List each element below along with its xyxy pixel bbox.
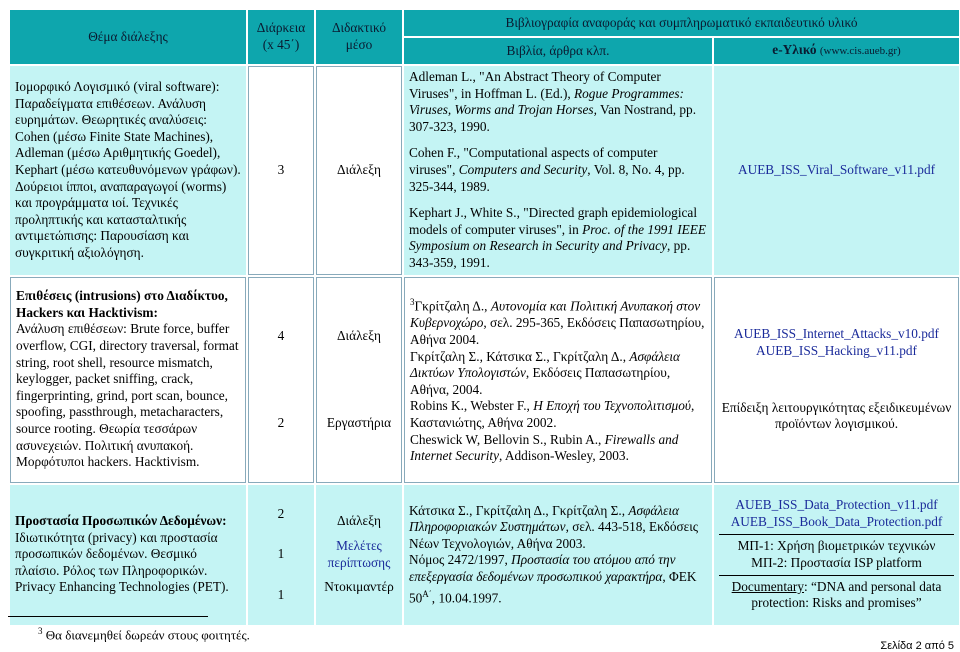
topic-data-protection: Προστασία Προσωπικών Δεδομένων: Ιδιωτικότητα (privacy) και προστασία προσωπικών δεδομένων. Θεσμικό πλαίσιο. Ρόλος των Πληροφορικών. Privacy Enhancing Technologies (PET). <box>10 485 246 625</box>
header-topic: Θέμα διάλεξης <box>10 10 246 64</box>
file-link-book-data-protection[interactable]: AUEB_ISS_Book_Data_Protection.pdf <box>730 513 943 529</box>
file-link-hacking[interactable]: AUEB_ISS_Hacking_v11.pdf <box>756 342 917 358</box>
ref-item: $^3$Γκρίτζαλη Δ., Αυτονομία και Πολιτική Ανυπακοή στον Κυβερνοχώρο, σελ. 295-365, Εκδόσεις Παπασωτηρίου, Αθήνα 2004. <box>410 297 705 347</box>
ref-item: Γκρίτζαλη Σ., Κάτσικα Σ., Γκρίτζαλη Δ., Ασφάλεια Δικτύων Υπολογιστών, Εκδόσεις Παπασωτηρίου, Αθήνα, 2004. <box>410 348 681 397</box>
demo-note: Επίδειξη λειτουργικότητας εξειδικευμένων προϊόντων λογισμικού. <box>721 399 952 432</box>
header-ematerial: e-Υλικό (www.cis.aueb.gr) <box>714 38 959 64</box>
medium-data-protection: Διάλεξη Μελέτες περίπτωσης Ντοκιμαντέρ <box>316 485 402 625</box>
refs-viral <box>404 66 712 275</box>
medium-intrusions: Διάλεξη Εργαστήρια <box>316 277 402 483</box>
ref-item: Κάτσικα Σ., Γκρίτζαλη Δ., Γκρίτζαλη Σ., Ασφάλεια Πληροφοριακών Συστημάτων, σελ. 443-518, Εκδόσεις Νέων Τεχνολογιών, Αθήνα 2003. <box>409 502 699 551</box>
duration-data-protection: 2 1 1 <box>248 485 314 625</box>
ref-item: Kephart J., White S., "Directed graph epidemiological models of computer viruses", in Proc. of the 1991 IEEE Symposium on Research in Security and Privacy, pp. 343-359, 1991. <box>409 205 707 270</box>
ref-item: Robins K., Webster F., Η Εποχή του Τεχνοπολιτισμού, Καστανιώτης, Αθήνα 2002. <box>410 398 695 430</box>
case-study-1: ΜΠ-1: Χρήση βιομετρικών τεχνικών <box>737 538 936 554</box>
duration-viral: 3 <box>248 66 314 275</box>
footnote-rule <box>8 616 208 617</box>
header-medium: Διδακτικό μέσο <box>316 10 402 64</box>
files-viral <box>714 66 959 275</box>
header-bibliography: Βιβλιογραφία αναφοράς και συμπληρωματικό εκπαιδευτικό υλικό <box>404 10 959 36</box>
ref-item: Cohen F., "Computational aspects of computer viruses", Computers and Security, Vol. 8, No. 4, pp. 325-344, 1989. <box>409 145 685 194</box>
files-intrusions <box>714 277 959 483</box>
files-data-protection <box>714 485 959 625</box>
file-link-internet-attacks[interactable]: AUEB_ISS_Internet_Attacks_v10.pdf <box>734 326 939 342</box>
course-table <box>8 8 960 627</box>
file-link-data-protection[interactable]: AUEB_ISS_Data_Protection_v11.pdf <box>735 497 938 513</box>
duration-intrusions: 4 2 <box>248 277 314 483</box>
case-study-2: ΜΠ-2: Προστασία ISP platform <box>751 555 922 571</box>
topic-intrusions: Επιθέσεις (intrusions) στο Διαδίκτυο, Hackers και Hacktivism: Ανάλυση επιθέσεων: Brute force, buffer overflow, CGI, directory traversal, format string, root shell, resource mismatch, keylogger, packet sniffing, crack, fingerprinting, grind, port scan, bounce, spoofing, passthrough, metacharacters, source rooting. Θεωρία τεσσάρων ασυνεχειών. Πολιτική ανυπακοή. Μορφότυποι hackers. Hacktivism. <box>10 277 246 483</box>
ref-item: Cheswick W, Bellovin S., Rubin A., Firewalls and Internet Security, Addison-Wesley, 2003. <box>410 431 679 464</box>
header-duration: Διάρκεια (x 45΄) <box>248 10 314 64</box>
page-number: Σελίδα 2 από 5 <box>880 640 954 652</box>
topic-viral: Ιομορφικό Λογισμικό (viral software): Παραδείγματα επιθέσεων. Ανάλυση ευρημάτων. Θεωρητικές αναλύσεις: Cohen (μέσω Finite State Machines), Adleman (μέσω Αριθμητικής Goedel), Kephart (μέσω κατευθυνόμενων γράφων). Δούρειοι ίπποι, αναπαραγωγοί (worms) και προγράμματα ιοί. Τεχνικές προληπτικής και κατασταλτικής αντιμετώπισης: Παρουσίαση και συγκριτική αξιολόγηση. <box>10 66 246 275</box>
refs-data-protection <box>404 485 712 625</box>
file-link-viral[interactable]: AUEB_ISS_Viral_Software_v11.pdf <box>737 161 936 177</box>
documentary-note: Documentary: “DNA and personal data protection: Risks and promises” <box>731 578 942 611</box>
ref-item: Νόμος 2472/1997, Προστασία του ατόμου από την επεξεργασία δεδομένων προσωπικού χαρακτήρα, ΦΕΚ $50^{A΄}$, 10.04.1997. <box>409 552 697 605</box>
header-books: Βιβλία, άρθρα κλπ. <box>404 38 712 64</box>
medium-viral: Διάλεξη <box>316 66 402 275</box>
refs-intrusions <box>404 277 712 483</box>
ref-item: Adleman L., "An Abstract Theory of Computer Viruses", in Hoffman L. (Ed.), Rogue Programmes: Viruses, Worms and Trojan Horses, Van Nostrand, pp. 307-323, 1990. <box>409 69 697 134</box>
footnote: $^3$ Θα διανεμηθεί δωρεάν στους φοιτητές. <box>38 626 250 643</box>
